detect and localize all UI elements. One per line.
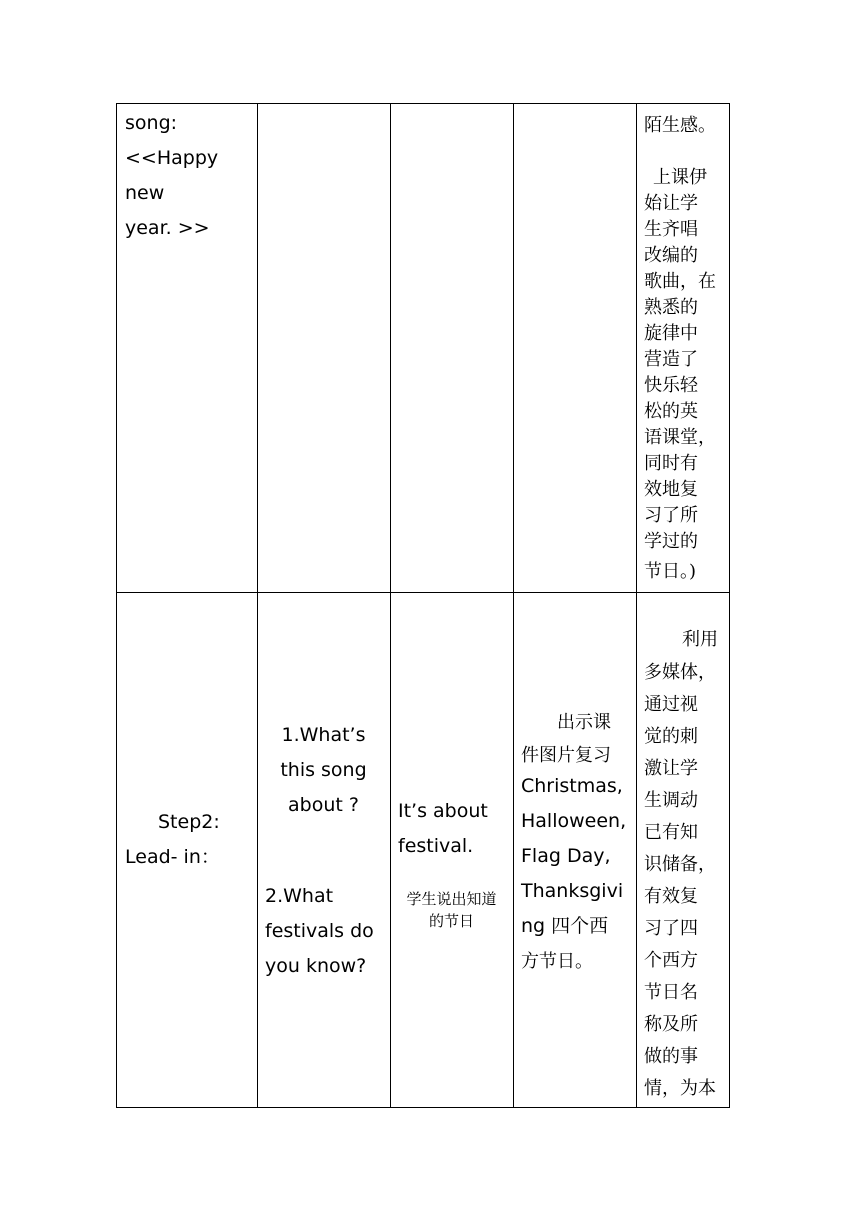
cell-text: 已有知: [644, 822, 698, 843]
cell-text: 语课堂，: [644, 427, 716, 448]
column-divider: [513, 103, 514, 1108]
cell-text: 多媒体，: [644, 662, 716, 683]
cell-text: new: [125, 182, 165, 204]
word: festivals do: [265, 920, 374, 942]
cell-text: 个西方: [644, 950, 698, 971]
cell-text: 熟悉的: [644, 297, 698, 318]
student-note: 学生说出知道: [406, 890, 497, 908]
media-text: Christmas,: [521, 775, 623, 797]
cell-text: 学过的: [644, 531, 698, 552]
cell-text: 识储备，: [644, 854, 716, 875]
answer-text: It’s about: [398, 800, 488, 822]
step-subtitle: Lead- in：: [125, 846, 220, 868]
question-text: [265, 914, 382, 949]
media-text: Thanksgivi: [521, 880, 624, 902]
cell-text: 有效复: [644, 886, 698, 907]
cell-text: 生齐唱: [644, 219, 698, 240]
student-note: 的节日: [428, 912, 474, 930]
cell-text: 同时有: [644, 453, 698, 474]
media-text: 件图片复习: [521, 745, 611, 766]
cell-text: song:: [125, 112, 178, 134]
cell-text: 生调动: [644, 790, 698, 811]
cell-text: 称及所: [644, 1014, 698, 1035]
cell-text: 效地复: [644, 479, 698, 500]
lesson-plan-table: [116, 103, 730, 1108]
cell-text: 陌生感。: [644, 115, 716, 136]
cell-text: 歌曲，在: [644, 271, 716, 292]
question-text: 1.What’s: [281, 724, 366, 746]
media-text: ng 四个西: [521, 915, 609, 937]
cell-text: 始让学: [644, 193, 698, 214]
cell-text: 习了四: [644, 918, 698, 939]
cell-text: 节日名: [644, 982, 698, 1003]
column-divider: [390, 103, 391, 1108]
cell-text: <<Happy: [125, 147, 219, 169]
cell-text: 习了所: [644, 505, 698, 526]
media-text: Halloween,: [521, 810, 627, 832]
column-divider: [257, 103, 258, 1108]
question-text: 2.What: [265, 885, 334, 907]
media-text: Flag Day,: [521, 845, 611, 867]
table-border-top: [116, 103, 730, 104]
media-text: 方节日。: [521, 951, 593, 972]
cell-text: 通过视: [644, 694, 698, 715]
question-text: this song: [280, 759, 367, 781]
cell-text: 旋律中: [644, 323, 698, 344]
cell-text: 改编的: [644, 245, 698, 266]
table-border-left: [116, 103, 117, 1108]
table-border-bottom: [116, 1107, 730, 1108]
cell-text: 情，为本: [644, 1078, 716, 1099]
media-text: 出示课: [557, 712, 611, 733]
step-title: Step2:: [158, 811, 220, 833]
cell-text: 做的事: [644, 1046, 698, 1067]
cell-text: 上课伊: [653, 167, 707, 188]
table-border-right: [729, 103, 730, 1108]
answer-text: festival.: [398, 835, 474, 857]
question-text: about ?: [288, 794, 359, 816]
cell-text: 节日。): [644, 561, 697, 582]
question-text: you know?: [265, 955, 367, 977]
cell-text: 激让学: [644, 758, 698, 779]
row-divider: [116, 592, 730, 593]
cell-text: 快乐轻: [644, 375, 698, 396]
cell-text: 松的英: [644, 401, 698, 422]
cell-text: 觉的刺: [644, 726, 698, 747]
cell-text: 营造了: [644, 349, 698, 370]
cell-text: 利用: [682, 629, 718, 650]
cell-text: year. >>: [125, 217, 210, 239]
column-divider: [636, 103, 637, 1108]
